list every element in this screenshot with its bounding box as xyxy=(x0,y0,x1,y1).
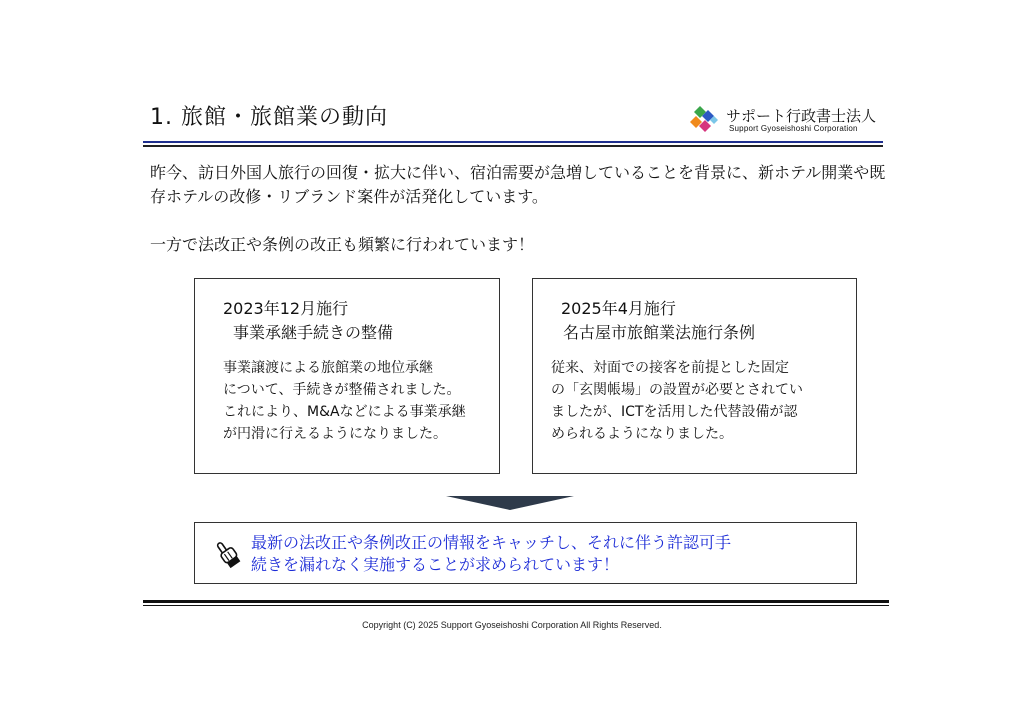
card-effective-date: 2023年12月施行 xyxy=(223,299,349,318)
conclusion-callout xyxy=(194,522,857,584)
company-logo xyxy=(688,104,888,136)
card-heading: 名古屋市旅館業法施行条例 xyxy=(563,323,756,342)
down-arrow-icon xyxy=(446,496,574,510)
intro-paragraph: 昨今、訪日外国人旅行の回復・拡大に伴い、宿泊需要が急増していることを背景に、新ホテル開業や既存ホテルの改修・リブランド案件が活発化しています。 xyxy=(150,163,886,206)
copyright-notice: Copyright (C) 2025 Support Gyoseishoshi Corporation All Rights Reserved. xyxy=(362,620,662,630)
card-heading: 事業承継手続きの整備 xyxy=(233,323,394,342)
footer-divider-thin xyxy=(143,605,889,606)
title-divider-blue xyxy=(143,141,883,143)
card-body: 事業譲渡による旅館業の地位承継 について、手続きが整備されました。 これにより、M&Aなどによる事業承継 が円滑に行えるようになりました。 xyxy=(223,360,466,442)
intro-emphasis: 一方で法改正や条例の改正も頻繁に行われています！ xyxy=(150,235,535,254)
callout-text: 最新の法改正や条例改正の情報をキャッチし、それに伴う許認可手 続きを漏れなく実施することが求められています！ xyxy=(251,533,732,574)
card-effective-date: 2025年4月施行 xyxy=(561,299,676,318)
card-body: 従来、対面での接客を前提とした固定 の「玄関帳場」の設置が必要とされてい ましたが、ICTを活用した代替設備が認 められるようになりました。 xyxy=(551,360,803,442)
logo-company-name: サポート行政書士法人 xyxy=(726,107,877,125)
footer-divider-thick xyxy=(143,600,889,603)
law-change-card-nagoya-ordinance xyxy=(532,278,857,474)
page-title: 1. 旅館・旅館業の動向 xyxy=(150,105,388,130)
title-divider-black xyxy=(143,145,883,147)
logo-company-name-en: Support Gyoseishoshi Corporation xyxy=(729,124,858,133)
law-change-card-business-succession xyxy=(194,278,500,474)
logo-diamond-icon xyxy=(688,104,724,136)
pointing-hand-icon xyxy=(215,539,241,569)
